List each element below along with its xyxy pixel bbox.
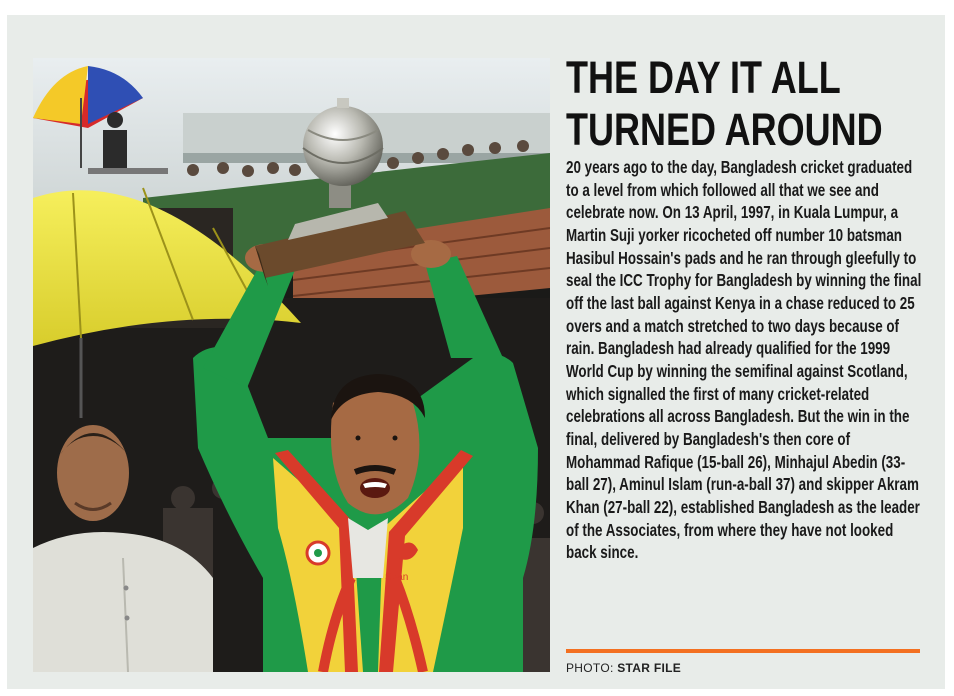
headline-line-1: THE DAY IT ALL bbox=[566, 52, 841, 103]
jersey-sponsor-text: Siran bbox=[385, 572, 409, 583]
article-body: 20 years ago to the day, Bangladesh cricket graduated to a level from which followed all that we see and celebrate now. On 13 April, 1997, in Kuala Lumpur, a Martin Suji yorker ricocheted off number 10 batsman Hasibul Hossain's pads and he ran through gleefully to seal the ICC Trophy for Bangladesh by winning the final off the last ball against Kenya in a chase reduced to 25 overs and a match stretched to two days because of rain. Bangladesh had already qualified for the 1999 World Cup by winning the semifinal against Scotland, which signalled the first of many cricket-related celebrations all across Bangladesh. But the win in the final, delivered by Bangladesh's then core of Mohammad Rafique (15-ball 26), Minhajul Abedin (33-ball 27), Aminul Islam (run-a-ball 37) and skipper Akram Khan (27-ball 22), established Bangladesh as the leader of the Associates, from where they have not looked back since. bbox=[566, 157, 922, 563]
accent-divider bbox=[566, 649, 920, 653]
photo-credit bbox=[566, 661, 681, 675]
photo-credit-source: STAR FILE bbox=[617, 661, 682, 675]
headline-line-2: TURNED AROUND bbox=[566, 104, 883, 155]
headline bbox=[566, 52, 883, 156]
trophy-celebration-photo bbox=[33, 58, 550, 672]
photo-credit-prefix: PHOTO: bbox=[566, 661, 614, 675]
